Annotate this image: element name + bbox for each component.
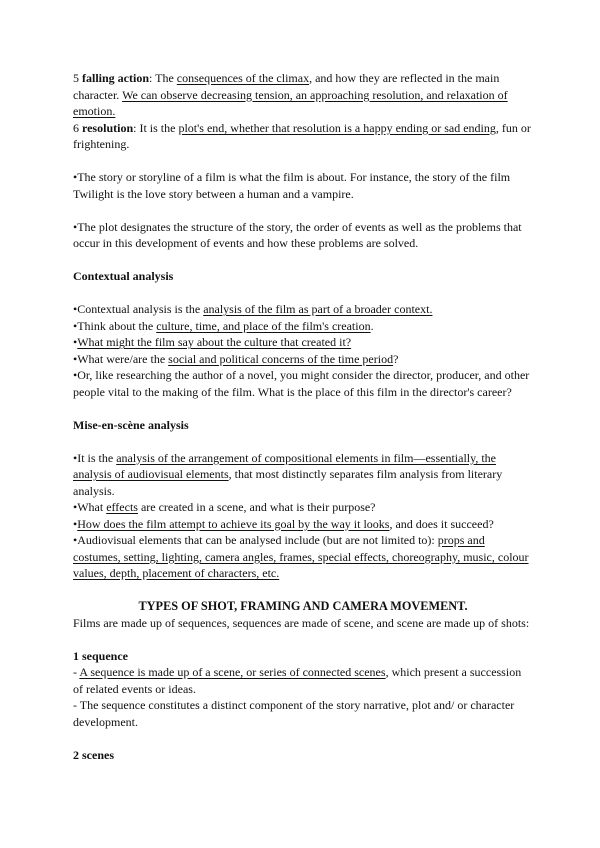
underlined-phrase: effects — [106, 500, 138, 514]
text-run: are created in a scene, and what is their purpose? — [137, 500, 376, 514]
text-run: •Audiovisual elements that can be analysed include (but are not limited to): — [73, 533, 438, 547]
text-run: : It is the — [133, 120, 179, 135]
mise-bullet-1 — [73, 450, 533, 500]
text-run: •What — [73, 500, 107, 514]
text-run: • — [73, 335, 78, 349]
term-resolution: resolution — [82, 120, 134, 135]
mise-en-scene-heading: Mise-en-scène analysis — [73, 417, 189, 432]
sequence-paragraph-1 — [73, 664, 533, 697]
text-run: . — [370, 318, 374, 333]
underlined-phrase: We can observe decreasing tension, an approaching resolution, and relaxation of emotion. — [73, 87, 508, 118]
item-number: 6 — [73, 120, 82, 135]
sequence-paragraph-2: - The sequence constitutes a distinct component of the story narrative, plot and/ or character development. — [73, 698, 515, 729]
resolution-paragraph — [73, 120, 533, 153]
contextual-bullet-5: •Or, like researching the author of a novel, you might consider the director, producer, and other people vital to the making of the film. What is the place of this film in the director's career? — [73, 368, 530, 399]
plot-paragraph: •The plot designates the structure of the story, the order of events as well as the problems that occur in this development of events and how these problems are solved. — [73, 219, 522, 250]
types-intro-paragraph: Films are made up of sequences, sequences are made of scene, and scene are made up of shots: — [73, 615, 530, 630]
text-run: : The — [149, 71, 177, 85]
falling-action-paragraph — [73, 70, 533, 120]
underlined-phrase: analysis of the arrangement of compositional elements in film—essentially, the analysis of audiovisual elements — [73, 450, 496, 481]
scenes-heading: 2 scenes — [73, 747, 114, 762]
text-run: , that most distinctly separates film analysis from literary analysis. — [73, 467, 503, 498]
contextual-analysis-heading: Contextual analysis — [73, 269, 174, 283]
underlined-phrase: plot's end, whether that resolution is a happy ending or sad ending — [178, 120, 496, 135]
sequence-heading: 1 sequence — [73, 648, 128, 663]
story-paragraph: •The story or storyline of a film is what the film is about. For instance, the story of the film Twilight is the love story between a human and a vampire. — [73, 170, 511, 201]
contextual-bullet-3 — [73, 334, 533, 351]
underlined-phrase: analysis of the film as part of a broader context. — [203, 302, 433, 316]
mise-bullet-4 — [73, 532, 533, 582]
text-run: • — [73, 516, 78, 531]
underlined-phrase: social and political concerns of the time period — [168, 351, 394, 366]
document-page — [73, 70, 533, 763]
contextual-bullet-4 — [73, 351, 533, 368]
contextual-bullet-2 — [73, 318, 533, 335]
text-run: , fun or frightening. — [73, 120, 531, 151]
mise-bullet-3 — [73, 516, 533, 533]
underlined-phrase: consequences of the climax — [176, 71, 310, 85]
text-run: •Think about the — [73, 318, 157, 333]
underlined-phrase: A sequence is made up of a scene, or series of connected scenes — [79, 665, 386, 679]
text-run: •It is the — [73, 450, 117, 465]
underlined-phrase: culture, time, and place of the film's creation — [156, 318, 371, 333]
text-run: - — [73, 665, 80, 679]
contextual-bullet-1 — [73, 301, 533, 318]
underlined-phrase: What might the film say about the culture that created it? — [77, 335, 352, 349]
text-run: , which present a succession of related events or ideas. — [73, 665, 522, 696]
mise-bullet-2 — [73, 499, 533, 516]
text-run: , and how they are reflected in the main character. — [73, 71, 500, 102]
types-of-shot-title: TYPES OF SHOT, FRAMING AND CAMERA MOVEMENT. — [138, 599, 468, 613]
item-number: 5 — [73, 71, 82, 85]
term-falling-action: falling action — [82, 71, 150, 85]
text-run: , and does it succeed? — [389, 516, 494, 531]
underlined-phrase: How does the film attempt to achieve its goal by the way it looks — [77, 516, 390, 531]
text-run: •Contextual analysis is the — [73, 302, 204, 316]
underlined-phrase: props and costumes, setting, lighting, camera angles, frames, special effects, choreography, music, colour values, depth, placement of characters, etc. — [73, 533, 529, 580]
text-run: •What were/are the — [73, 351, 169, 366]
text-run: ? — [393, 351, 399, 366]
